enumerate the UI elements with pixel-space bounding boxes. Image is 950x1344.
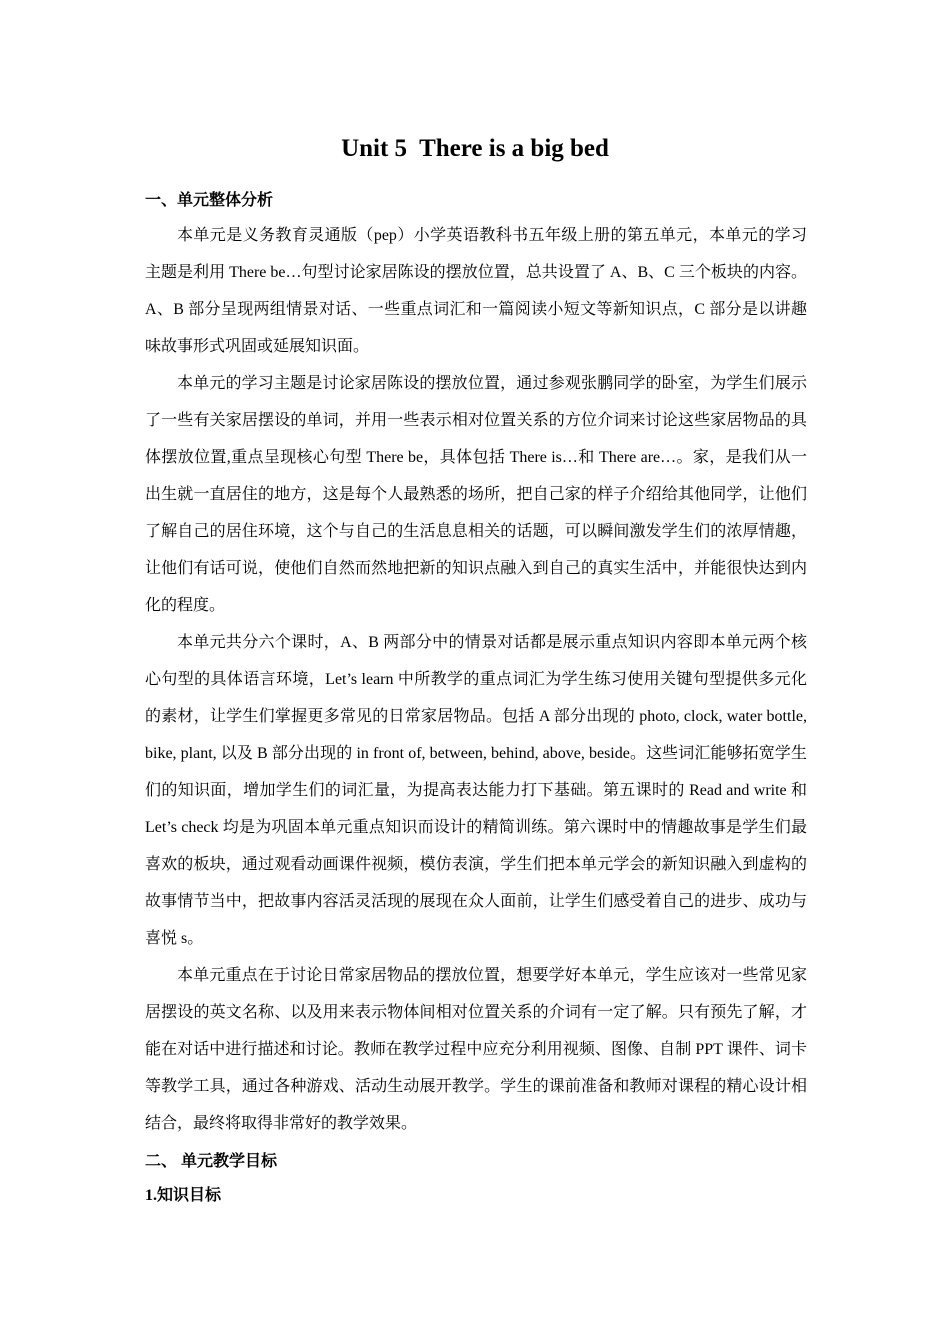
document-title: Unit 5 There is a big bed xyxy=(341,135,609,162)
paragraph-learning-theme: 本单元的学习主题是讨论家居陈设的摆放位置，通过参观张鹏同学的卧室，为学生们展示了一些有关家居摆设的单词，并用一些表示相对位置关系的方位介词来讨论这些家居物品的具体摆放位置,重点呈现核心句型 There be，具体包括 There is…和 There are…。家，是我们从一出生就一直居住的地方，这是每个人最熟悉的场所，把自己家的样子介绍给其他同学，让他们了解自己的居住环境，这个与自己的生活息息相关的话题，可以瞬间激发学生们的浓厚情趣，让他们有话可说，使他们自然而然地把新的知识点融入到自己的真实生活中，并能很快达到内化的程度。 xyxy=(145,375,807,614)
section-heading-unit-analysis: 一、单元整体分析 xyxy=(145,192,274,209)
section-heading-teaching-goals: 二、 单元教学目标 xyxy=(145,1153,278,1170)
paragraph-unit-overview: 本单元是义务教育灵通版（pep）小学英语教科书五年级上册的第五单元，本单元的学习主题是利用 There be…句型讨论家居陈设的摆放位置，总共设置了 A、B、C 三个板块的内容。A、B 部分呈现两组情景对话、一些重点词汇和一篇阅读小短文等新知识点，C 部分是以讲趣味故事形式巩固或延展知识面。 xyxy=(145,227,807,355)
paragraph-lesson-structure: 本单元共分六个课时，A、B 两部分中的情景对话都是展示重点知识内容即本单元两个核心句型的具体语言环境，Let’s learn 中所教学的重点词汇为学生练习使用关键句型提供多元化的素材，让学生们掌握更多常见的日常家居物品。包括 A 部分出现的 photo, clock, water bottle, bike, plant, 以及 B 部分出现的 in front of, between, behind, above, beside。这些词汇能够拓宽学生们的知识面，增加学生们的词汇量，为提高表达能力打下基础。第五课时的 Read and write 和 Let’s check 均是为巩固本单元重点知识而设计的精简训练。第六课时中的情趣故事是学生们最喜欢的板块，通过观看动画课件视频，模仿表演，学生们把本单元学会的新知识融入到虚构的故事情节当中，把故事内容活灵活现的展现在众人面前，让学生们感受着自己的进步、成功与喜悦 s。 xyxy=(145,634,807,947)
subsection-heading-knowledge-goals: 1.知识目标 xyxy=(145,1187,222,1204)
document-body xyxy=(145,186,807,1210)
paragraph-teaching-focus: 本单元重点在于讨论日常家居物品的摆放位置，想要学好本单元，学生应该对一些常见家居摆设的英文名称、以及用来表示物体间相对位置关系的介词有一定了解。只有预先了解，才能在对话中进行描述和讨论。教师在教学过程中应充分利用视频、图像、自制 PPT 课件、词卡等教学工具，通过各种游戏、活动生动展开教学。学生的课前准备和教师对课程的精心设计相结合，最终将取得非常好的教学效果。 xyxy=(145,967,807,1132)
